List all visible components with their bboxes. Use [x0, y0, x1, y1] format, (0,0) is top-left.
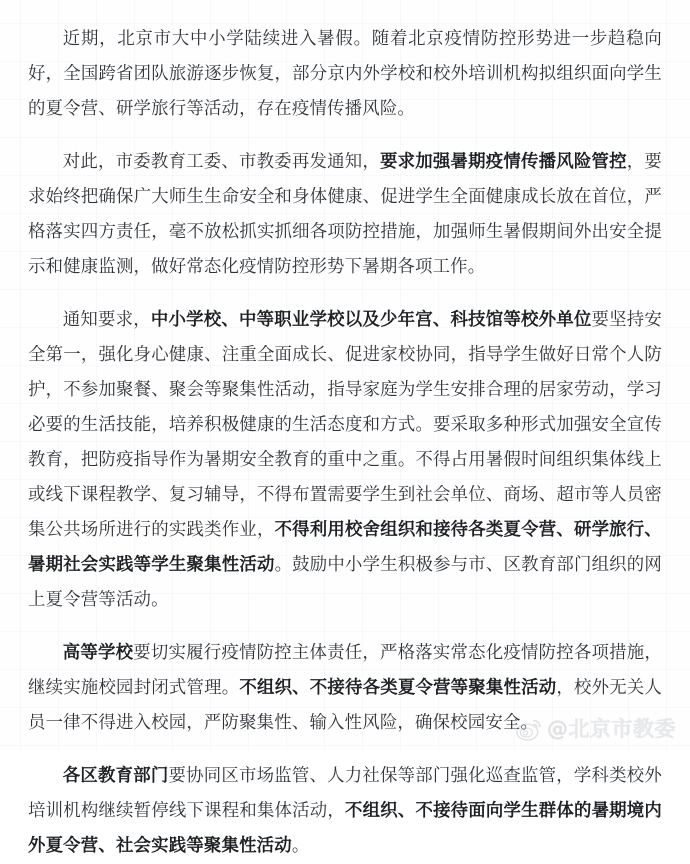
paragraph [28, 636, 662, 741]
body-text: 要坚持安全第一，强化身心健康、注重全面成长、促进家校协同，指导学生做好日常个人防护，不参加聚餐、聚会等聚集性活动，指导家庭为学生安排合理的居家劳动，学习必要的生活技能，培养积极健康的生活态度和方式。要采取多种形式加强安全宣传教育，把防疫指导作为暑期安全教育的重中之重。不得占用暑假时间组织集体线上或线下课程教学、复习辅导，不得布置需要学生到社会单位、商场、超市等人员密集公共场所进行的实践类作业， [28, 310, 662, 540]
body-text: 。鼓励中小学生积极参与市、区教育部门组织的网上夏令营等活动。 [28, 555, 662, 610]
emphasis-text: 不组织、不接待面向学生群体的暑期境内外夏令营、社会实践等聚集性活动 [28, 801, 662, 856]
body-text: 。 [291, 836, 310, 856]
body-text: 对此，市委教育工委、市教委再发通知， [62, 152, 381, 172]
paragraph [28, 303, 662, 618]
emphasis-text: 中小学校、中等职业学校以及少年宫、科技馆等校外单位 [150, 310, 592, 330]
emphasis-text: 要求加强暑期疫情传播风险管控 [380, 152, 627, 172]
body-text: 近期，北京市大中小学陆续进入暑假。随着北京疫情防控形势进一步趋稳向好，全国跨省团队旅游逐步恢复，部分京内外学校和校外培训机构拟组织面向学生的夏令营、研学旅行等活动，存在疫情传播风险。 [28, 29, 662, 119]
emphasis-text: 各区教育部门 [62, 766, 169, 786]
paragraph [28, 145, 662, 285]
body-text: 要切实履行疫情防控主体责任，严格落实常态化疫情防控各项措施，继续实施校园封闭式管理。 [28, 643, 662, 698]
paragraph [28, 22, 662, 127]
watermark-handle: @北京市教委 [547, 716, 676, 741]
emphasis-text: 不得利用校舍组织和接待各类夏令营、研学旅行、暑期社会实践等学生聚集性活动 [28, 520, 662, 575]
body-text: 通知要求， [62, 310, 151, 330]
paragraph [28, 759, 662, 864]
emphasis-text: 高等学校 [62, 643, 134, 663]
emphasis-text: 不组织、不接待各类夏令营等聚集性活动 [239, 678, 557, 698]
body-text: ，校外无关人员一律不得进入校园，严防聚集性、输入性风险，确保校园安全。 [28, 678, 663, 733]
body-text: ，要求始终把确保广大师生生命安全和身体健康、促进学生全面健康成长放在首位，严格落实四方责任，毫不放松抓实抓细各项防控措施，加强师生暑假期间外出安全提示和健康监测，做好常态化疫情防控形势下暑期各项工作。 [28, 152, 662, 277]
body-text: 要协同区市场监管、人力社保等部门强化巡查监管，学科类校外培训机构继续暂停线下课程和集体活动， [28, 766, 662, 821]
